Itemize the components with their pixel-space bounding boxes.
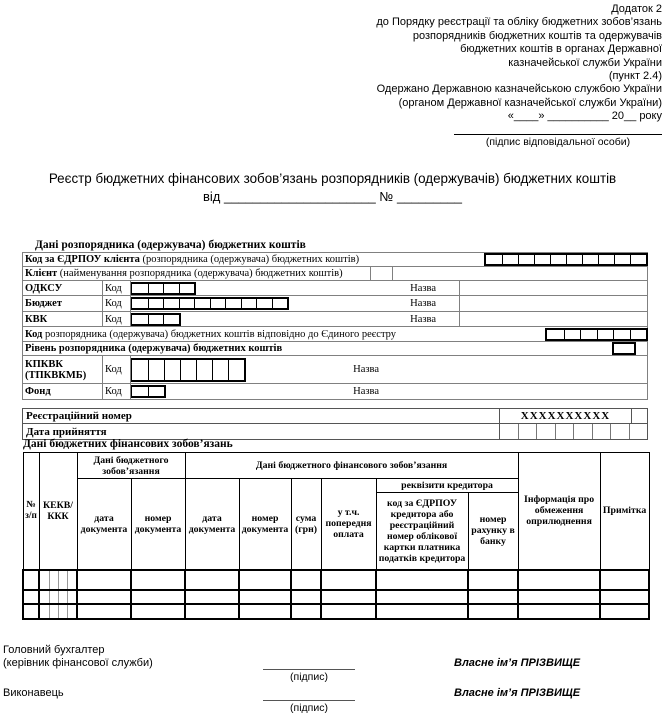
code-box-cell (518, 424, 537, 439)
header-note-line: Одержано Державною казначейською службою України (376, 83, 662, 96)
header-note-line: розпорядників бюджетних коштів та одержувачів (412, 29, 662, 42)
code-box-cell (148, 315, 164, 324)
empty-data-row (23, 604, 649, 619)
accountant-signature-block (263, 668, 355, 683)
fond-row (23, 384, 647, 400)
budget-code-boxes (131, 297, 289, 310)
code-box-cell (598, 255, 614, 264)
kvk-label: КВК (25, 313, 48, 325)
client-label-bold: Клієнт (25, 268, 58, 279)
code-box-cell (148, 387, 164, 396)
kod-label: Код (105, 364, 122, 375)
registration-number-tail-cell (632, 409, 647, 423)
nazva-label: Назва (410, 282, 436, 294)
group-header-obligation: Дані бюджетного зобов’язання (77, 453, 185, 479)
kod-label: Код (105, 282, 122, 294)
signature-caption: (підпис відповідальної особи) (485, 135, 631, 148)
code-box-cell (564, 330, 581, 339)
code-box-cell (534, 255, 550, 264)
code-box-cell (536, 424, 555, 439)
nazva-label: Назва (410, 298, 436, 309)
empty-data-row (23, 590, 649, 604)
group-header-fin-obligation: Дані бюджетного фінансового зобов’язання (185, 453, 518, 479)
kvk-code-area (131, 312, 438, 326)
kpkvk-name-cell (381, 356, 647, 383)
level-row (23, 342, 647, 356)
kod-label: Код (105, 298, 122, 309)
code-box-cell (132, 284, 148, 293)
code-box-cell (630, 330, 647, 339)
col-header-fin-doc-number: номер документа (239, 479, 291, 570)
budget-label: Бюджет (25, 298, 62, 309)
obligations-table (22, 452, 650, 620)
code-box-cell (518, 255, 534, 264)
gap-cell (438, 281, 460, 295)
fond-code-boxes (131, 385, 166, 398)
acceptance-date-boxes (500, 424, 647, 439)
header-note-line: казначейської служби України (508, 56, 662, 69)
code-box-cell (132, 315, 148, 324)
kpkvk-code-boxes (131, 358, 246, 382)
header-note-line: (пункт 2.4) (608, 70, 662, 83)
odksu-code-area (131, 281, 438, 295)
code-box-cell (132, 360, 148, 380)
responsible-signature-block (454, 133, 662, 148)
code-box-cell (180, 360, 196, 380)
budget-name-cell (460, 296, 647, 311)
code-box-cell (163, 299, 179, 308)
code-box-cell (256, 299, 272, 308)
odksu-row (23, 281, 647, 296)
empty-data-row (23, 570, 649, 590)
nazva-label: Назва (410, 313, 436, 325)
code-box-cell (132, 387, 148, 396)
level-label: Рівень розпорядника (одержувача) бюджетних коштів (25, 343, 283, 354)
code-box-cell (550, 255, 566, 264)
header-note-line: бюджетних коштів в органах Державної (460, 43, 662, 56)
code-box-cell (573, 424, 592, 439)
unified-register-label (23, 327, 545, 341)
edrpou-row (23, 253, 647, 267)
registration-number-label: Реєстраційний номер (23, 409, 500, 423)
code-box-cell (547, 330, 564, 339)
kpkvk-code-area (131, 356, 381, 383)
title-date-number: від _____________________ № _________ (202, 189, 463, 204)
gap-cell (438, 296, 460, 311)
acceptance-date-row (23, 424, 647, 439)
header-note-line: до Порядку реєстрації та обліку бюджетних зобов’язань (376, 16, 662, 29)
code-box-cell (592, 424, 611, 439)
fond-name-cell (381, 384, 647, 399)
header-note (232, 3, 662, 149)
col-header-sum: сума (грн) (291, 479, 321, 570)
nazva-label: Назва (353, 386, 379, 397)
kod-label: Код (105, 313, 122, 325)
fond-code-area (131, 384, 381, 399)
code-box-cell (194, 299, 210, 308)
edrpou-label (23, 253, 484, 266)
group-header-creditor: реквізити кредитора (376, 479, 518, 493)
client-gap-cell (371, 267, 393, 280)
code-box-cell (614, 255, 630, 264)
code-box-cell (212, 360, 228, 380)
code-box-cell (566, 255, 582, 264)
odksu-name-cell (460, 281, 647, 295)
code-box-cell (241, 299, 257, 308)
code-box-cell (502, 255, 518, 264)
kpkvk-row (23, 356, 647, 384)
code-box-cell (164, 360, 180, 380)
page-title: Реєстр бюджетних фінансових зобов’язань розпорядників (одержувачів) бюджетних коштів (48, 171, 617, 186)
acceptance-date-label: Дата прийняття (23, 424, 500, 439)
code-box-cell (132, 299, 148, 308)
registration-number-value: ХХХХХХХХХХ (500, 409, 632, 423)
disposer-table (22, 252, 648, 400)
executor-title: Виконавець (3, 687, 64, 699)
col-header-np: № з/п (23, 453, 39, 570)
code-box-cell (486, 255, 502, 264)
signature-caption: (підпис) (290, 671, 328, 683)
col-header-disclosure: Інформація про обмеження оприлюднення (518, 453, 600, 570)
header-date-blank: «____» __________ 20__ року (507, 110, 662, 123)
fond-label: Фонд (25, 386, 51, 397)
code-box-cell (555, 424, 574, 439)
code-box-cell (148, 299, 164, 308)
executor-signature-block (263, 699, 355, 714)
budget-row (23, 296, 647, 312)
accountant-name-placeholder: Власне ім’я ПРІЗВИЩЕ (454, 657, 581, 669)
code-box-cell (196, 360, 212, 380)
level-box (612, 342, 636, 355)
accountant-title-line2: (керівник фінансової служби) (3, 657, 153, 669)
unified-register-row (23, 327, 647, 342)
disposer-section-heading: Дані розпорядника (одержувача) бюджетних коштів (35, 239, 306, 251)
gap-cell (438, 312, 460, 326)
code-box-cell (580, 330, 597, 339)
code-box-cell (630, 255, 646, 264)
code-box-cell (582, 255, 598, 264)
col-header-bank-account: номер рахунку в банку (468, 493, 518, 570)
code-box-cell (613, 330, 630, 339)
col-header-kekv: КЕКВ/ ККК (39, 453, 77, 570)
odksu-code-boxes (131, 282, 196, 295)
code-box-cell (500, 424, 518, 439)
registration-table (22, 408, 648, 440)
code-box-cell (610, 424, 629, 439)
accountant-title-line1: Головний бухгалтер (3, 644, 105, 656)
kvk-row (23, 312, 647, 327)
unified-register-boxes (545, 328, 648, 341)
col-header-creditor-code: код за ЄДРПОУ кредитора або реєстраційний номер облікової картки платника податків кредитора (376, 493, 468, 570)
client-label (23, 267, 371, 280)
nazva-label: Назва (353, 364, 379, 375)
signature-caption: (підпис) (290, 702, 328, 714)
budget-code-area (131, 296, 438, 311)
edrpou-code-boxes (484, 253, 648, 266)
code-box-cell (597, 330, 614, 339)
client-row (23, 267, 647, 281)
executor-name-placeholder: Власне ім’я ПРІЗВИЩЕ (454, 687, 581, 699)
code-box-cell (225, 299, 241, 308)
kpkvk-label: КПКВК (ТПКВКМБ) (23, 356, 103, 383)
code-box-cell (148, 360, 164, 380)
client-label-rest: (найменування розпорядника (одержувача) бюджетних коштів) (57, 268, 343, 279)
obligations-section-heading: Дані бюджетних фінансових зобов’язань (23, 438, 233, 450)
col-header-prepayment: у т.ч. попередня оплата (321, 479, 376, 570)
code-box-cell (148, 284, 164, 293)
code-box-cell (228, 360, 244, 380)
col-header-doc-number: номер документа (131, 479, 185, 570)
code-box-cell (629, 424, 648, 439)
unified-label-bold: Код (25, 328, 43, 340)
header-note-line: (органом Державної казначейської служби України) (398, 96, 662, 109)
header-note-line: Додаток 2 (611, 3, 662, 15)
code-box-cell (179, 284, 195, 293)
edrpou-label-rest: (розпорядника (одержувача) бюджетних коштів) (139, 254, 360, 265)
col-header-fin-doc-date: дата документа (185, 479, 239, 570)
code-box-cell (163, 284, 179, 293)
code-box-cell (210, 299, 226, 308)
code-box-cell (163, 315, 179, 324)
registration-number-row (23, 409, 647, 424)
code-box-cell (272, 299, 288, 308)
kvk-name-cell (460, 312, 647, 326)
code-box-cell (614, 344, 634, 353)
col-header-doc-date: дата документа (77, 479, 131, 570)
kod-label: Код (105, 386, 122, 397)
client-name-cell (393, 267, 647, 280)
col-header-note: Примітка (600, 453, 649, 570)
unified-label-rest: розпорядника (одержувача) бюджетних коштів відповідно до Єдиного реєстру (42, 328, 397, 340)
edrpou-label-bold: Код за ЄДРПОУ клієнта (25, 254, 140, 265)
kvk-code-boxes (131, 313, 181, 326)
odksu-label: ОДКСУ (25, 282, 63, 294)
code-box-cell (179, 299, 195, 308)
